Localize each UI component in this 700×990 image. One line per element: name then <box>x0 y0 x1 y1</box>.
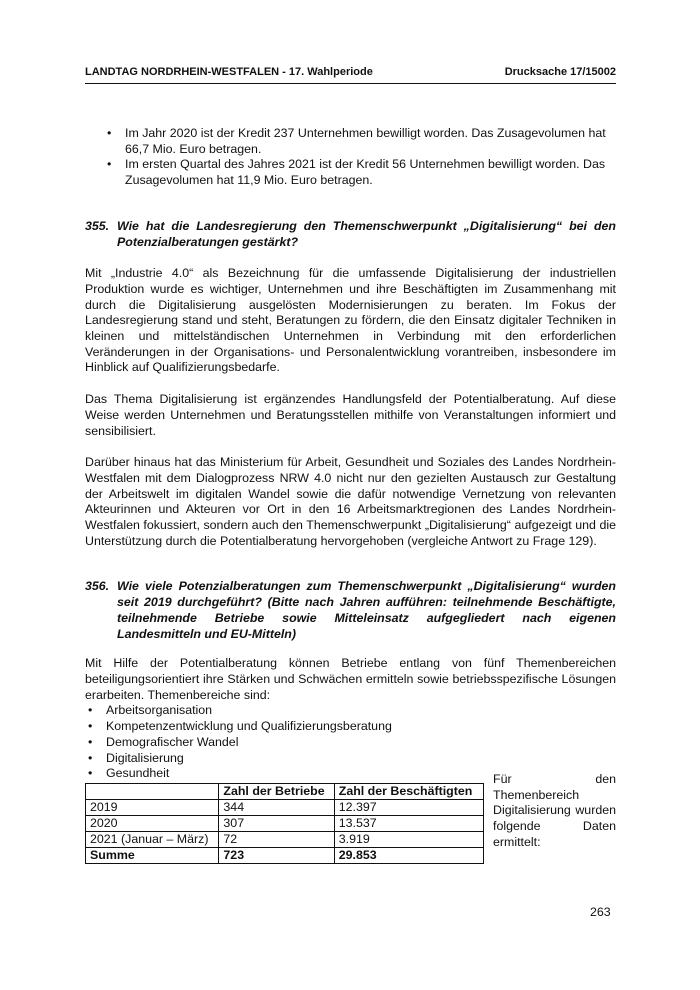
list-item: • Im Jahr 2020 ist der Kredit 237 Unternehmen bewilligt worden. Das Zusagevolumen hat 66,7 Mio. Euro betragen. <box>85 126 616 157</box>
list-item: • Digitalisierung <box>85 751 616 767</box>
table-cell: 2020 <box>86 816 219 832</box>
header-divider <box>85 83 616 84</box>
page-content <box>85 126 616 782</box>
intro-bullet-list <box>85 126 616 189</box>
answer-paragraph: Mit Hilfe der Potentialberatung können Betriebe entlang von fünf Themenbereichen beteiligungsorientiert ihre Stärken und Schwächen ermitteln sowie betriebsspezifische Lösungen erarbeiten. Themenbereiche sind: <box>85 656 616 702</box>
list-item: • Gesundheit <box>85 766 616 782</box>
list-item: • Kompetenzentwicklung und Qualifizierungsberatung <box>85 719 616 735</box>
question-text: Wie hat die Landesregierung den Themenschwerpunkt „Digitalisierung“ bei den Potenzialberatungen gestärkt? <box>117 218 616 249</box>
table-cell: 723 <box>219 848 334 864</box>
list-item: • Arbeitsorganisation <box>85 703 616 719</box>
answer-paragraph: Darüber hinaus hat das Ministerium für Arbeit, Gesundheit und Soziales des Landes Nordrhein-Westfalen mit dem Dialogprozess NRW 4.0 nicht nur den gezielten Austausch zur Gestaltung der Arbeitswelt im digitalen Wandel sowie die dafür notwendige Vernetzung von relevanten Akteurinnen und Akteuren vor Ort in den 16 Arbeitsmarktregionen des Landes Nordrhein-Westfalen fokussiert, sondern auch den Themenschwerpunkt „Digitalisierung“ aufgezeigt und die Unterstützung durch die Potentialberatung hervorgehoben (vergleiche Antwort zu Frage 129). <box>85 455 616 548</box>
table-sum-row <box>86 848 484 864</box>
table-side-note: Für den Themenbereich Digitalisierung wurden folgende Daten ermittelt: <box>493 772 616 849</box>
table-cell: 72 <box>219 832 334 848</box>
question-text: Wie viele Potenzialberatungen zum Themenschwerpunkt „Digitalisierung“ wurden seit 2019 durchgeführt? (Bitte nach Jahren aufführen: teilnehmende Beschäftigte, teilnehmende Betriebe sowie Mitteleinsatz aufgegliedert nach eigenen Landesmitteln und EU-Mitteln) <box>117 579 616 641</box>
table-header-cell <box>86 784 219 800</box>
table-cell: 2021 (Januar – März) <box>86 832 219 848</box>
table-cell: 29.853 <box>334 848 483 864</box>
table-header-cell: Zahl der Betriebe <box>219 784 334 800</box>
list-item: • Im ersten Quartal des Jahres 2021 ist der Kredit 56 Unternehmen bewilligt worden. Das Zusagevolumen hat 11,9 Mio. Euro betragen. <box>85 157 616 188</box>
header-title: LANDTAG NORDRHEIN-WESTFALEN - 17. Wahlperiode <box>85 66 373 78</box>
answer-paragraph: Das Thema Digitalisierung ist ergänzendes Handlungsfeld der Potentialberatung. Auf diese Weise werden Unternehmen und Beratungsstellen mithilfe von Veranstaltungen informiert und sensibilisiert. <box>85 392 616 438</box>
table-header-cell: Zahl der Beschäftigten <box>334 784 483 800</box>
question-number: 356. <box>85 579 110 594</box>
topic-list <box>85 703 616 782</box>
table-row <box>86 832 484 848</box>
table-cell: 344 <box>219 800 334 816</box>
table-cell: 3.919 <box>334 832 483 848</box>
table-cell: 12.397 <box>334 800 483 816</box>
question-355 <box>85 219 616 250</box>
list-item: • Demografischer Wandel <box>85 735 616 751</box>
table-cell: Summe <box>86 848 219 864</box>
data-table <box>85 783 484 864</box>
page-header <box>85 66 616 78</box>
question-356 <box>85 579 616 642</box>
document-number: Drucksache 17/15002 <box>504 66 616 78</box>
table-cell: 13.537 <box>334 816 483 832</box>
table-cell: 307 <box>219 816 334 832</box>
table-cell: 2019 <box>86 800 219 816</box>
page-number: 263 <box>590 905 611 919</box>
question-number: 355. <box>85 218 110 233</box>
table-row <box>86 800 484 816</box>
table-row <box>86 816 484 832</box>
answer-paragraph: Mit „Industrie 4.0“ als Bezeichnung für die umfassende Digitalisierung der industriellen Produktion wurde es wichtiger, Unternehmen und ihre Beschäftigten im Zusammenhang mit durch die Digitalisierung ausgelösten Modernisierungen zu beraten. Im Fokus der Landesregierung stand und steht, Beratungen zu fördern, die den Einsatz digitaler Techniken in kleinen und mittelständischen Unternehmen in Verbindung mit den erforderlichen Veränderungen in der Organisations- und Personalentwicklung vorantreiben, insbesondere im Hinblick auf Qualifizierungsbedarfe. <box>85 266 616 375</box>
table-header-row <box>86 784 484 800</box>
